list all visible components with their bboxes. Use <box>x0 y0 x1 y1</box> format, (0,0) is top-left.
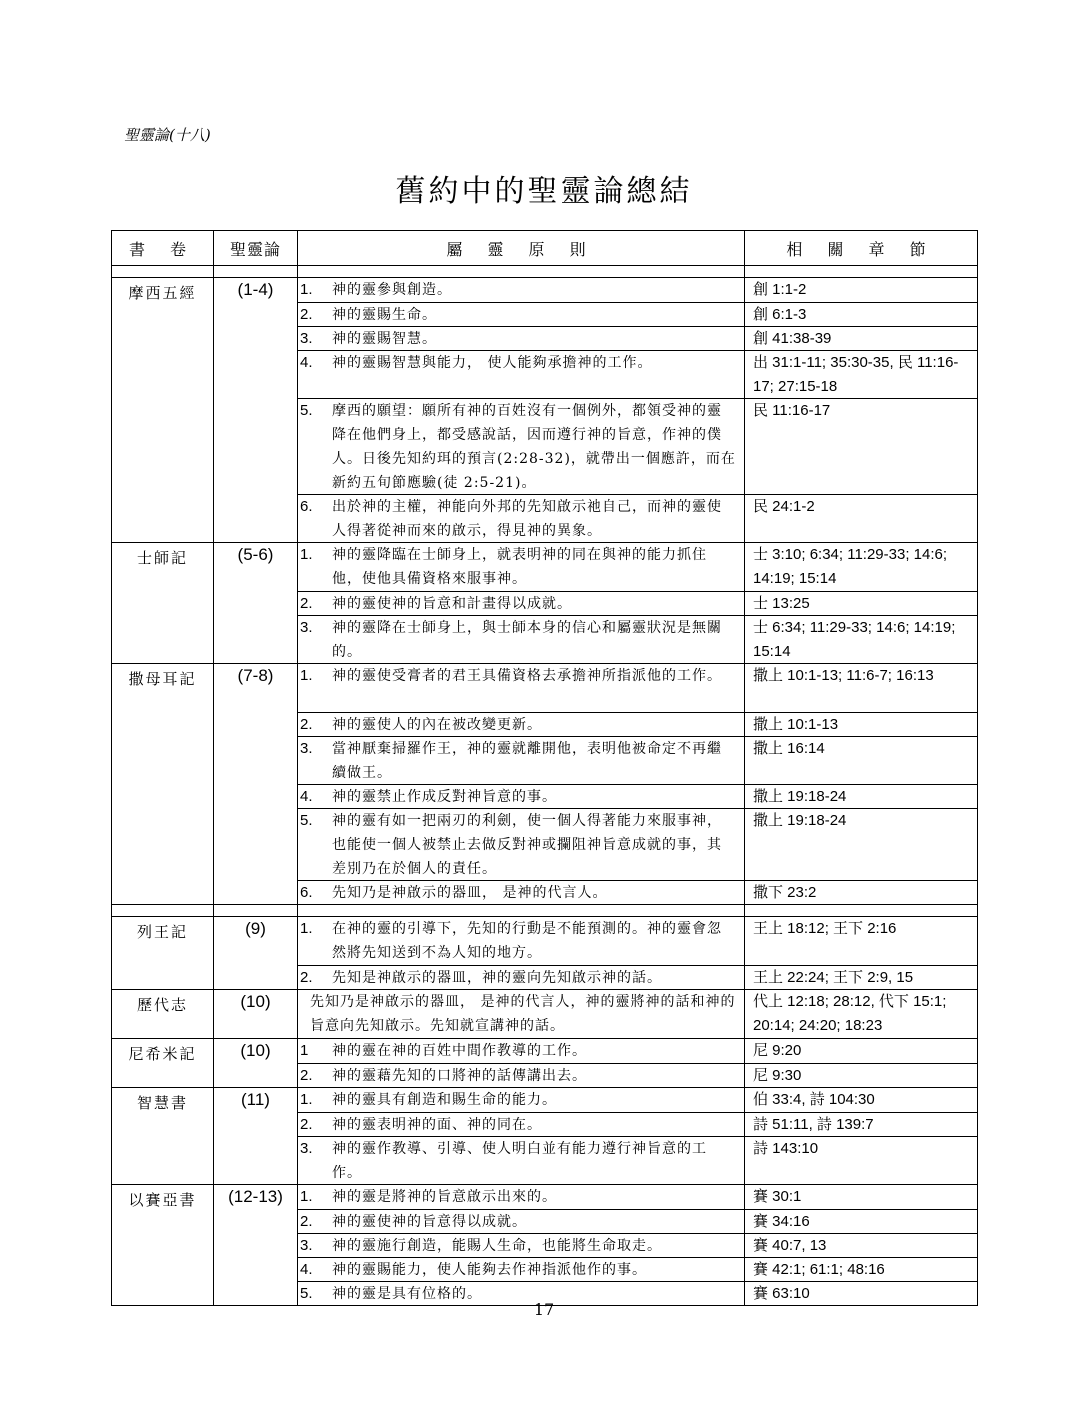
item-text: 神的靈賜智慧。 <box>332 331 437 347</box>
lesson-range: (1-4) <box>214 278 298 543</box>
principle-item <box>298 326 744 350</box>
principle-item <box>298 494 744 542</box>
item-number: 6. <box>300 884 313 901</box>
principle-item <box>298 1257 744 1281</box>
principle-item <box>298 302 744 326</box>
principles-cell <box>298 990 745 1039</box>
scripture-reference: 尼 9:30 <box>745 1063 977 1087</box>
item-text: 神的靈使受膏者的君王具備資格去承擔神所指派他的工作。 <box>332 668 722 684</box>
item-number: 2. <box>300 969 313 986</box>
principles-cell <box>298 917 745 990</box>
reference-list <box>745 278 977 542</box>
item-number: 3. <box>300 330 313 347</box>
item-text: 神的靈禁止作成反對神旨意的事。 <box>332 789 557 805</box>
item-number: 3. <box>300 619 313 636</box>
references-cell <box>745 1039 978 1088</box>
book-name: 列王記 <box>112 917 214 990</box>
spacer-cell <box>298 266 745 278</box>
spacer-cell <box>298 905 745 917</box>
principle-item <box>298 1136 744 1184</box>
references-cell <box>745 278 978 543</box>
scripture-reference: 撒上 19:18-24 <box>745 808 977 880</box>
scripture-reference: 撒下 23:2 <box>745 880 977 904</box>
principle-item <box>298 398 744 494</box>
item-text: 神的靈是將神的旨意啟示出來的。 <box>332 1189 557 1205</box>
book-name: 智慧書 <box>112 1088 214 1185</box>
reference-list <box>745 1039 977 1087</box>
principle-item <box>298 965 744 989</box>
item-text: 神的靈作教導、引導、使人明白並有能力遵行神旨意的工作。 <box>332 1141 707 1181</box>
summary-table <box>111 230 978 1306</box>
section-row <box>112 543 978 664</box>
principle-item <box>298 808 744 880</box>
reference-list <box>745 917 977 989</box>
principle-list <box>298 1088 744 1184</box>
references-cell <box>745 1088 978 1185</box>
principle-item <box>298 664 744 712</box>
item-number: 6. <box>300 498 313 515</box>
scripture-reference: 撒上 19:18-24 <box>745 784 977 808</box>
principle-list <box>298 278 744 542</box>
scripture-reference: 賽 40:7, 13 <box>745 1233 977 1257</box>
lesson-range: (11) <box>214 1088 298 1185</box>
scripture-reference: 伯 33:4, 詩 104:30 <box>753 1091 875 1108</box>
scripture-reference: 創 1:1-2 <box>753 281 807 298</box>
item-text: 神的靈施行創造，能賜人生命，也能將生命取走。 <box>332 1238 662 1254</box>
scripture-reference: 民 24:1-2 <box>745 494 977 542</box>
principle-list <box>298 543 744 663</box>
reference-list <box>745 543 977 663</box>
principle-list <box>298 917 744 989</box>
spacer-row <box>112 905 978 917</box>
item-number: 1. <box>300 920 313 937</box>
lesson-range: (9) <box>214 917 298 990</box>
scripture-reference: 賽 34:16 <box>745 1209 977 1233</box>
principle-item <box>298 1233 744 1257</box>
col-header-refs: 相 關 章 節 <box>745 231 978 266</box>
page-number: 17 <box>533 1300 555 1319</box>
scripture-reference: 士 6:34; 11:29-33; 14:6; 14:19; 15:14 <box>745 615 977 663</box>
lesson-range: (7-8) <box>214 664 298 905</box>
book-name: 撒母耳記 <box>112 664 214 905</box>
principle-item <box>298 591 744 615</box>
scripture-reference: 撒上 10:1-13 <box>745 712 977 736</box>
page-title: 舊約中的聖靈論總結 <box>395 174 693 209</box>
scripture-reference: 詩 143:10 <box>745 1136 977 1184</box>
item-text: 神的靈降臨在士師身上，就表明神的同在與神的能力抓住他，使他具備資格來服事神。 <box>332 547 707 587</box>
scripture-reference: 王上 22:24; 王下 2:9, 15 <box>745 965 977 989</box>
section-row <box>112 1039 978 1088</box>
scripture-reference: 賽 42:1; 61:1; 48:16 <box>745 1257 977 1281</box>
principles-cell <box>298 1088 745 1185</box>
reference-list <box>745 664 977 904</box>
references-cell <box>745 664 978 905</box>
section-row <box>112 1088 978 1185</box>
item-number: 5. <box>300 1285 313 1302</box>
item-number: 2. <box>300 306 313 323</box>
scripture-reference: 撒上 16:14 <box>745 736 977 784</box>
scripture-reference: 撒上 10:1-13; 11:6-7; 16:13 <box>753 667 934 684</box>
item-text: 先知是神啟示的器皿，神的靈向先知啟示神的話。 <box>332 970 662 986</box>
item-text: 在神的靈的引導下，先知的行動是不能預測的。神的靈會忽然將先知送到不為人知的地方。 <box>332 921 722 961</box>
item-number: 3. <box>300 740 313 757</box>
book-name: 尼希米記 <box>112 1039 214 1088</box>
item-number: 4. <box>300 354 313 371</box>
spacer-row <box>112 266 978 278</box>
item-text: 神的靈有如一把兩刃的利劍，使一個人得著能力來服事神，也能使一個人被禁止去做反對神或攔阻神旨意成就的事，其差別乃在於個人的責任。 <box>332 813 722 877</box>
item-number: 2. <box>300 1116 313 1133</box>
principle-item <box>298 543 744 591</box>
principle-item <box>298 350 744 398</box>
item-text: 出於神的主權，神能向外邦的先知啟示祂自己，而神的靈使人得著從神而來的啟示，得見神的異象。 <box>332 499 722 539</box>
col-header-principle: 屬 靈 原 則 <box>298 231 745 266</box>
item-number: 3. <box>300 1237 313 1254</box>
item-text: 神的靈賜能力，使人能夠去作神指派他作的事。 <box>332 1262 647 1278</box>
scripture-reference: 創 6:1-3 <box>745 302 977 326</box>
item-number: 5. <box>300 402 313 419</box>
spacer-cell <box>112 266 214 278</box>
item-number: 1. <box>300 667 313 684</box>
references-cell <box>745 1185 978 1306</box>
principle-item <box>298 1063 744 1087</box>
item-text: 神的靈使神的旨意得以成就。 <box>332 1214 527 1230</box>
item-number: 2. <box>300 716 313 733</box>
item-number: 1. <box>300 281 313 298</box>
references-cell <box>745 543 978 664</box>
principle-item <box>298 1112 744 1136</box>
item-text: 神的靈藉先知的口將神的話傳講出去。 <box>332 1068 587 1084</box>
scripture-reference: 士 3:10; 6:34; 11:29-33; 14:6; 14:19; 15:14 <box>753 546 948 587</box>
principles-cell <box>298 1039 745 1088</box>
principles-cell <box>298 278 745 543</box>
item-text: 神的靈具有創造和賜生命的能力。 <box>332 1092 557 1108</box>
scripture-reference: 代上 12:18; 28:12, 代下 15:1; 20:14; 24:20; 18:23 <box>753 993 947 1034</box>
item-number: 1. <box>300 1188 313 1205</box>
principle-item <box>298 917 744 965</box>
item-number: 4. <box>300 788 313 805</box>
scripture-reference: 出 31:1-11; 35:30-35, 民 11:16-17; 27:15-18 <box>745 350 977 398</box>
principle-list <box>298 990 744 1038</box>
principle-list <box>298 1039 744 1087</box>
references-cell <box>745 917 978 990</box>
principle-item <box>298 1088 744 1112</box>
item-text: 神的靈表明神的面、神的同在。 <box>332 1117 542 1133</box>
item-text: 神的靈是具有位格的。 <box>332 1286 482 1302</box>
item-number: 1. <box>300 1091 313 1108</box>
scripture-reference: 賽 30:1 <box>753 1188 802 1205</box>
reference-list <box>745 1185 977 1305</box>
principle-item <box>298 1209 744 1233</box>
spacer-cell <box>214 266 298 278</box>
spacer-cell <box>112 905 214 917</box>
principle-item <box>298 784 744 808</box>
item-text: 神的靈賜生命。 <box>332 307 437 323</box>
principle-item <box>298 1039 744 1063</box>
reference-list <box>745 1088 977 1184</box>
scripture-reference: 士 13:25 <box>745 591 977 615</box>
lesson-range: (10) <box>214 1039 298 1088</box>
section-row <box>112 664 978 905</box>
item-number: 1 <box>300 1042 309 1059</box>
book-name: 摩西五經 <box>112 278 214 543</box>
item-number: 3. <box>300 1140 313 1157</box>
principle-item <box>298 880 744 904</box>
section-row <box>112 1185 978 1306</box>
col-header-book: 書 卷 <box>112 231 214 266</box>
item-number: 1. <box>300 546 313 563</box>
lesson-range: (10) <box>214 990 298 1039</box>
item-number: 4. <box>300 1261 313 1278</box>
item-number: 2. <box>300 595 313 612</box>
item-text: 神的靈在神的百姓中間作教導的工作。 <box>332 1043 587 1059</box>
spacer-cell <box>745 905 978 917</box>
principles-cell <box>298 543 745 664</box>
principle-item <box>298 990 744 1038</box>
item-text: 先知乃是神啟示的器皿， 是神的代言人。 <box>332 885 608 901</box>
book-name: 士師記 <box>112 543 214 664</box>
book-name: 歷代志 <box>112 990 214 1039</box>
item-number: 5. <box>300 812 313 829</box>
principles-cell <box>298 664 745 905</box>
item-text: 摩西的願望：願所有神的百姓沒有一個例外，都領受神的靈降在他們身上，都受感說話，因而遵行神的旨意，作神的僕人。日後先知約珥的預言(2:28-32)，就帶出一個應許，而在新約五旬節應驗(徒 2:5-21)。 <box>332 403 736 491</box>
scripture-reference: 民 11:16-17 <box>745 398 977 494</box>
scripture-reference: 尼 9:20 <box>753 1042 802 1059</box>
item-number: 2. <box>300 1067 313 1084</box>
spacer-cell <box>214 905 298 917</box>
spacer-cell <box>745 266 978 278</box>
references-cell <box>745 990 978 1039</box>
scripture-reference: 創 41:38-39 <box>745 326 977 350</box>
item-text: 神的靈使神的旨意和計畫得以成就。 <box>332 596 572 612</box>
item-number: 2. <box>300 1213 313 1230</box>
item-text: 神的靈使人的內在被改變更新。 <box>332 717 542 733</box>
section-row <box>112 917 978 990</box>
item-text: 神的靈賜智慧與能力， 使人能夠承擔神的工作。 <box>332 355 653 371</box>
lesson-range: (5-6) <box>214 543 298 664</box>
table-header-row <box>112 231 978 266</box>
principle-list <box>298 1185 744 1305</box>
section-row <box>112 990 978 1039</box>
principle-item <box>298 278 744 302</box>
principle-item <box>298 736 744 784</box>
item-text: 先知乃是神啟示的器皿， 是神的代言人，神的靈將神的話和神的旨意向先知啟示。先知就宣講神的話。 <box>310 994 736 1034</box>
principle-item <box>298 1185 744 1209</box>
principle-item <box>298 712 744 736</box>
scripture-reference: 賽 63:10 <box>745 1281 977 1305</box>
book-name: 以賽亞書 <box>112 1185 214 1306</box>
item-text: 神的靈降在士師身上，與士師本身的信心和屬靈狀況是無關的。 <box>332 620 722 660</box>
lesson-range: (12-13) <box>214 1185 298 1306</box>
principle-list <box>298 664 744 904</box>
item-text: 當神厭棄掃羅作王，神的靈就離開他，表明他被命定不再繼續做王。 <box>332 741 722 781</box>
col-header-num: 聖靈論 <box>214 231 298 266</box>
principles-cell <box>298 1185 745 1306</box>
running-header: 聖靈論(十八) <box>124 126 211 144</box>
item-text: 神的靈參與創造。 <box>332 282 452 298</box>
scripture-reference: 王上 18:12; 王下 2:16 <box>753 920 897 937</box>
section-row <box>112 278 978 543</box>
scripture-reference: 詩 51:11, 詩 139:7 <box>745 1112 977 1136</box>
principle-item <box>298 615 744 663</box>
reference-list <box>745 990 977 1038</box>
